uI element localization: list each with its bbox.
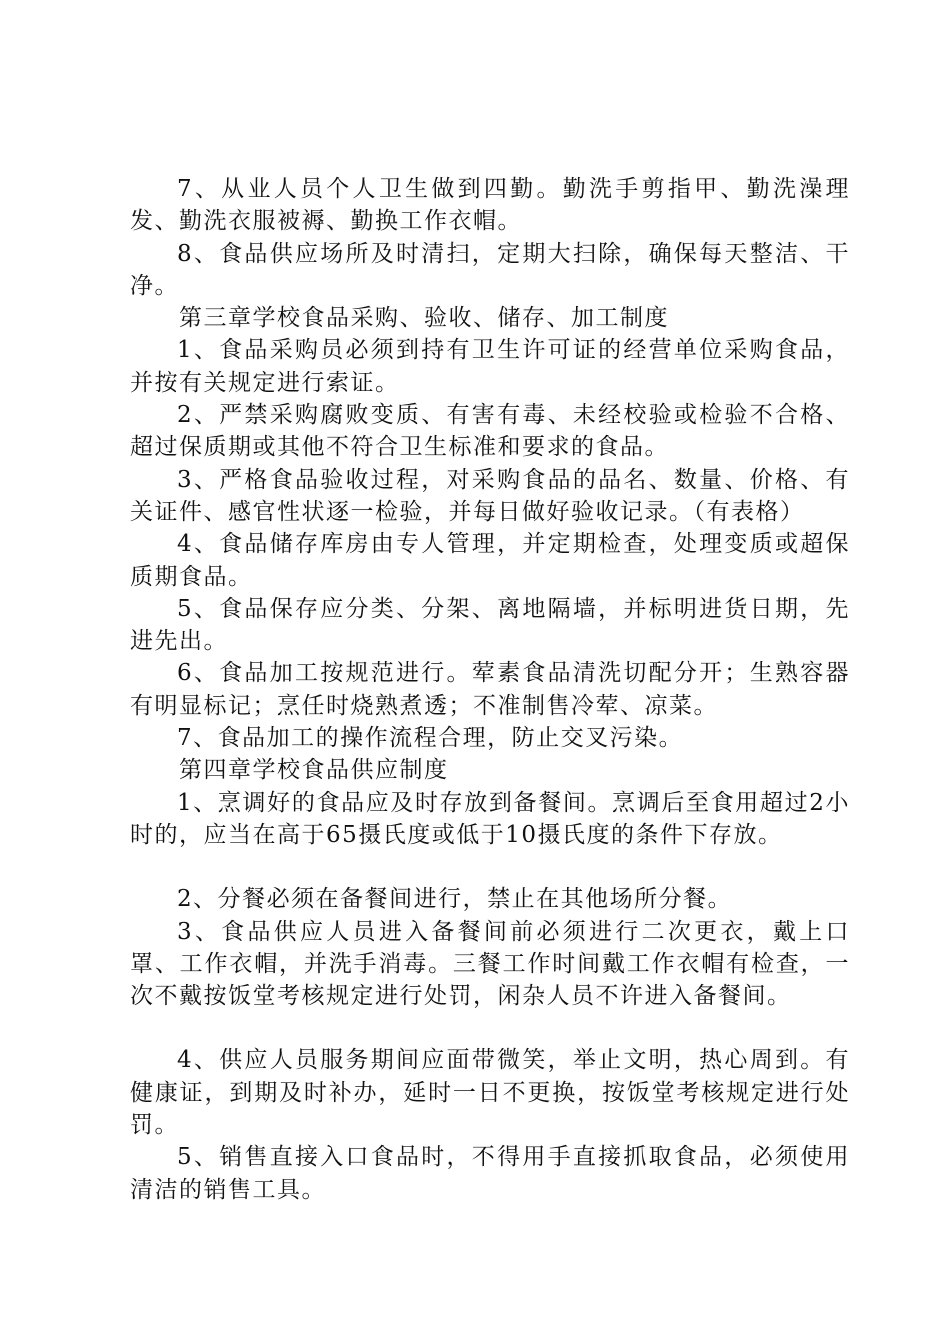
paragraph-supply-rule-2: 2、分餐必须在备餐间进行，禁止在其他场所分餐。 bbox=[177, 886, 733, 913]
document-page bbox=[130, 173, 850, 1206]
paragraph-hygiene-rule-8: 8、食品供应场所及时清扫，定期大扫除，确保每天整洁、干净。 bbox=[130, 240, 850, 299]
paragraph-hygiene-rule-7: 7、从业人员个人卫生做到四勤。勤洗手剪指甲、勤洗澡理发、勤洗衣服被褥、勤换工作衣帽。 bbox=[130, 176, 850, 235]
paragraph-procurement-rule-7: 7、食品加工的操作流程合理，防止交叉污染。 bbox=[177, 725, 684, 752]
paragraph-supply-rule-5: 5、销售直接入口食品时，不得用手直接抓取食品，必须使用清洁的销售工具。 bbox=[130, 1144, 850, 1203]
paragraph-procurement-rule-6: 6、食品加工按规范进行。荤素食品清洗切配分开；生熟容器有明显标记；烹任时烧熟煮透；不准制售冷荤、凉菜。 bbox=[130, 660, 850, 719]
paragraph-procurement-rule-5: 5、食品保存应分类、分架、离地隔墙，并标明进货日期，先进先出。 bbox=[130, 595, 850, 655]
paragraph-procurement-rule-2: 2、严禁采购腐败变质、有害有毒、未经校验或检验不合格、超过保质期或其他不符合卫生标准和要求的食品。 bbox=[130, 402, 850, 461]
chapter-3-heading: 第三章学校食品采购、验收、储存、加工制度 bbox=[179, 305, 669, 332]
paragraph-procurement-rule-1: 1、食品采购员必须到持有卫生许可证的经营单位采购食品，并按有关规定进行索证。 bbox=[130, 337, 850, 396]
paragraph-supply-rule-3: 3、食品供应人员进入备餐间前必须进行二次更衣，戴上口罩、工作衣帽，并洗手消毒。三餐工作时间戴工作衣帽有检查，一次不戴按饭堂考核规定进行处罚，闲杂人员不许进入备餐间。 bbox=[130, 918, 850, 1010]
paragraph-procurement-rule-3: 3、严格食品验收过程，对采购食品的品名、数量、价格、有关证件、感官性状逐一检验，并每日做好验收记录。（有表格） bbox=[130, 466, 850, 525]
paragraph-supply-rule-1: 1、烹调好的食品应及时存放到备餐间。烹调后至食用超过2小时的，应当在高于65摄氏度或低于10摄氏度的条件下存放。 bbox=[130, 789, 850, 848]
paragraph-procurement-rule-4: 4、食品储存库房由专人管理，并定期检查，处理变质或超保质期食品。 bbox=[130, 531, 850, 590]
paragraph-supply-rule-4: 4、供应人员服务期间应面带微笑，举止文明，热心周到。有健康证，到期及时补办，延时一日不更换，按饭堂考核规定进行处罚。 bbox=[130, 1047, 850, 1139]
chapter-4-heading: 第四章学校食品供应制度 bbox=[179, 757, 449, 784]
